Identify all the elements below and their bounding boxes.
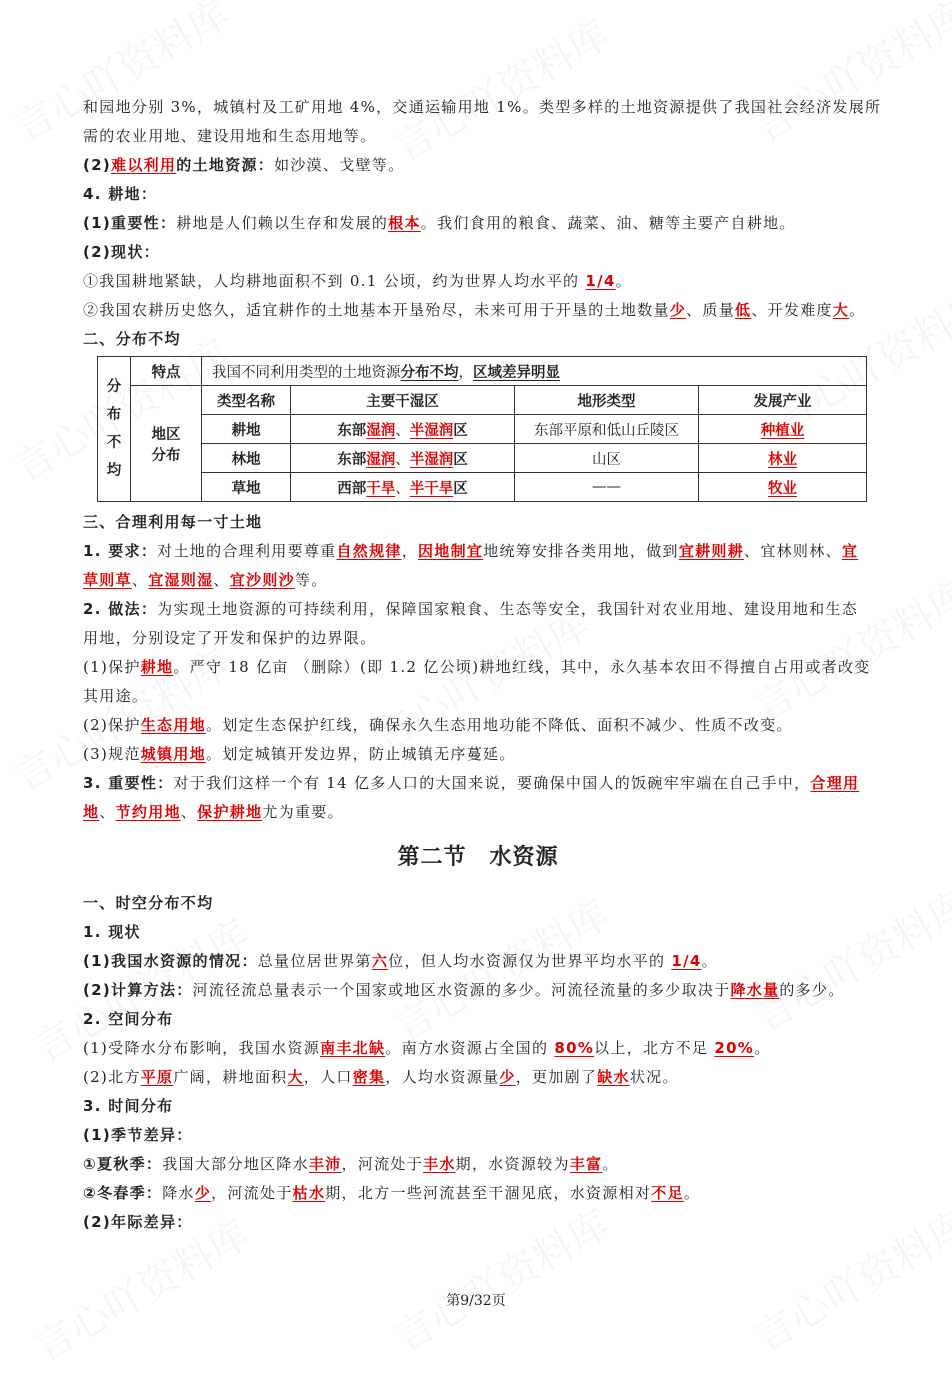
text-segment: 地统筹安排各类用地，做到 [483, 542, 679, 560]
table-side-label [98, 357, 131, 502]
text-segment: 和园地分别 3%，城镇村及工矿用地 4%，交通运输用地 1%。类型多样的土地资源提供了我国社会经济发展所 [83, 98, 882, 116]
bold-label: 3. 重要性： [83, 774, 174, 792]
feature-cell [202, 357, 867, 386]
zone-suffix: 区 [453, 422, 468, 439]
text-segment: 用地，分别设定了开发和保护的边界限。 [83, 629, 377, 647]
bold-label: (2)现状： [83, 243, 160, 261]
text-line [83, 1150, 873, 1179]
answer-highlight: 宜 [841, 542, 859, 560]
answer-highlight: 难以利用 [111, 156, 177, 174]
text-segment: 位，但人均水资源仅为世界平均水平的 [388, 952, 672, 970]
answer-highlight: 保护耕地 [197, 803, 263, 821]
column-header: 主要干湿区 [291, 386, 515, 415]
section-title: 第二节 水资源 [397, 845, 559, 870]
text-segment: 对土地的合理利用要尊重 [157, 542, 337, 560]
text-segment: 期，水资源较为 [455, 1155, 570, 1173]
bold-label: (1)我国水资源的情况： [83, 952, 258, 970]
answer-highlight: 1/4 [671, 952, 702, 970]
answer-highlight: 丰水 [423, 1155, 456, 1173]
text-segment: 如沙漠、戈壁等。 [274, 156, 405, 174]
answer-highlight: 耕地 [140, 658, 174, 676]
answer-highlight: 密集 [352, 1068, 386, 1086]
text-segment: 耕地是人们赖以生存和发展的 [176, 214, 389, 232]
answer-highlight: 大 [287, 1068, 304, 1086]
answer-highlight: 大 [832, 301, 850, 319]
bold-label: (1)季节差异： [83, 1126, 193, 1144]
terrain-type: 东部平原和低山丘陵区 [515, 415, 699, 444]
answer-highlight: 宜沙则沙 [229, 571, 295, 589]
industry [699, 473, 867, 502]
water-resources-section [83, 889, 873, 1237]
text-segment: ②我国农耕历史悠久，适宜耕作的土地基本开垦殆尽，未来可用于开垦的土地数量 [83, 301, 670, 319]
industry [699, 415, 867, 444]
answer-highlight: 枯水 [292, 1184, 326, 1202]
answer-highlight: 半干旱 [409, 480, 454, 497]
text-line [83, 976, 873, 1005]
text-segment: 。 [615, 272, 632, 290]
text-segment: 、宜林则林、 [744, 542, 842, 560]
distribution-table [97, 356, 867, 502]
text-segment: 对于我们这样一个有 14 亿多人口的大国来说，要确保中国人的饭碗牢牢端在自己手中， [173, 774, 811, 792]
text-segment: (1)保护 [83, 658, 141, 676]
bold-label: 1. 现状 [83, 923, 141, 941]
text-line [83, 1092, 873, 1121]
bold-label: 2. 空间分布 [83, 1010, 174, 1028]
text-segment: ，人均水资源量 [385, 1068, 500, 1086]
feature-label: 特点 [131, 357, 202, 386]
text-line [83, 267, 873, 296]
bold-label: 三、合理利用每一寸土地 [83, 513, 263, 531]
answer-highlight: 种植业 [760, 422, 805, 439]
text-segment: (3)规范 [83, 745, 141, 763]
answer-highlight: 1/4 [585, 272, 616, 290]
text-segment: 、 [213, 571, 230, 589]
answer-highlight: 自然规律 [336, 542, 402, 560]
text-segment: 、 [180, 803, 198, 821]
text-segment: 需的农业用地、建设用地和生态用地等。 [83, 127, 377, 145]
text-segment: 。严守 18 亿亩 （删除）(即 1.2 亿公顷)耕地红线，其中，永久基本农田不得擅自占用或者改变 [173, 658, 871, 676]
zone-prefix: 东部 [337, 451, 367, 468]
type-name: 林地 [202, 444, 291, 473]
table-row [98, 473, 867, 502]
text-segment: 广阔，耕地面积 [173, 1068, 288, 1086]
text-line [83, 122, 873, 151]
text-line [83, 1034, 873, 1063]
text-line [83, 209, 873, 238]
bold-label: (2)计算方法： [83, 981, 193, 999]
text-segment: 。 [849, 301, 866, 319]
answer-highlight: 半湿润 [409, 422, 454, 439]
text-line [83, 653, 873, 682]
bold-label: (1)重要性： [83, 214, 177, 232]
answer-highlight: 少 [194, 1184, 212, 1202]
zone-suffix: 区 [453, 480, 468, 497]
answer-highlight: 生态用地 [140, 716, 206, 734]
text-line [83, 325, 873, 354]
feature-text: 我国不同利用类型的土地资源 [212, 364, 401, 381]
side-char: 均 [106, 463, 122, 479]
humidity-zone [291, 473, 515, 502]
text-segment: 的多少。 [779, 981, 845, 999]
answer-highlight: 湿润 [366, 422, 396, 439]
text-segment: 为实现土地资源的可持续利用，保障国家粮食、生态等安全，我国针对农业用地、建设用地和生态 [157, 600, 859, 618]
text-line [83, 711, 873, 740]
text-segment: 以上，北方不足 [594, 1039, 715, 1057]
text-line [83, 918, 873, 947]
text-segment: 、 [131, 571, 149, 589]
text-line [83, 889, 873, 918]
zone-prefix: 西部 [337, 480, 367, 497]
zone-sep: 、 [395, 480, 410, 497]
text-segment: 状况。 [629, 1068, 679, 1086]
answer-highlight: 平原 [140, 1068, 174, 1086]
answer-highlight: 根本 [388, 214, 421, 232]
side-char: 不 [106, 435, 122, 451]
text-segment: 河流径流总量表示一个国家或地区水资源的多少。河流径流量的多少取决于 [192, 981, 731, 999]
answer-highlight: 因地制宜 [418, 542, 484, 560]
table-row [98, 415, 867, 444]
text-line [83, 798, 873, 827]
page-number: 第9/32页 [446, 1293, 506, 1309]
answer-highlight: 合理用 [810, 774, 860, 792]
answer-highlight: 缺水 [597, 1068, 630, 1086]
text-segment: 我国大部分地区降水 [162, 1155, 309, 1173]
answer-highlight: 草则草 [83, 571, 132, 589]
side-char: 布 [106, 407, 122, 423]
bold-label: (2)年际差异： [83, 1213, 193, 1231]
answer-highlight: 丰沛 [308, 1155, 342, 1173]
text-segment: 。 [701, 952, 718, 970]
text-segment: (2)保护 [83, 716, 141, 734]
answer-highlight: 降水量 [730, 981, 780, 999]
bold-label: 1. 要求： [83, 542, 158, 560]
text-line [83, 1005, 873, 1034]
humidity-zone [291, 415, 515, 444]
text-segment: ，更加剧了 [515, 1068, 598, 1086]
text-line [83, 537, 873, 566]
answer-highlight: 宜耕则耕 [678, 542, 745, 560]
column-header: 类型名称 [202, 386, 291, 415]
text-line [83, 151, 873, 180]
region-label-line: 分布 [151, 447, 181, 464]
text-line [83, 93, 882, 122]
text-segment: 、开发难度 [751, 301, 833, 319]
text-segment: 。划定生态保护红线，确保永久生态用地功能不降低、面积不减少、性质不改变。 [205, 716, 793, 734]
answer-highlight: 南丰北缺 [320, 1039, 386, 1057]
answer-highlight: 低 [735, 301, 752, 319]
rational-land-use-section [83, 508, 873, 827]
bold-label: ②冬春季： [83, 1184, 163, 1202]
answer-highlight: 地 [83, 803, 100, 821]
answer-highlight: 少 [499, 1068, 516, 1086]
answer-highlight: 不足 [651, 1184, 684, 1202]
text-line [83, 1063, 873, 1092]
answer-highlight: 林业 [768, 451, 797, 468]
answer-highlight: 城镇用地 [140, 745, 206, 763]
text-segment: ，河流处于 [211, 1184, 293, 1202]
text-segment: 。 [683, 1184, 701, 1202]
text-segment: 降水 [162, 1184, 195, 1202]
text-segment: 总量位居世界第 [257, 952, 372, 970]
answer-highlight: 节约用地 [115, 803, 181, 821]
answer-highlight: 20% [714, 1039, 755, 1057]
bold-label: 3. 时间分布 [83, 1097, 174, 1115]
text-line [83, 682, 873, 711]
text-segment: 。 [754, 1039, 771, 1057]
bold-label: 的土地资源： [176, 156, 275, 174]
answer-highlight: 湿润 [366, 451, 396, 468]
answer-highlight: 少 [669, 301, 687, 319]
bold-label: 一、时空分布不均 [83, 894, 214, 912]
bold-label: ①夏秋季： [83, 1155, 163, 1173]
text-segment: 。南方水资源占全国的 [385, 1039, 555, 1057]
region-label [131, 386, 202, 502]
bold-label: 2. 做法： [83, 600, 158, 618]
text-segment: 。我们食用的粮食、蔬菜、油、糖等主要产自耕地。 [420, 214, 796, 232]
zone-suffix: 区 [453, 451, 468, 468]
type-name: 耕地 [202, 415, 291, 444]
answer-highlight: 六 [371, 952, 389, 970]
text-segment: ， [401, 542, 418, 560]
answer-highlight: 宜湿则湿 [148, 571, 214, 589]
text-segment: ，河流处于 [341, 1155, 424, 1173]
zone-sep: 、 [395, 451, 410, 468]
terrain-type: —— [515, 473, 699, 502]
column-header: 发展产业 [699, 386, 867, 415]
region-label-line: 地区 [151, 426, 181, 443]
document-body [83, 93, 882, 1237]
side-char: 分 [106, 379, 122, 395]
bold-label: 二、分布不均 [83, 330, 181, 348]
feature-highlight: 分布不均 [400, 364, 459, 381]
bold-label: (2) [83, 156, 112, 174]
text-line [83, 1121, 873, 1150]
text-line [83, 624, 873, 653]
text-line [83, 595, 873, 624]
text-line [83, 238, 873, 267]
answer-highlight: 牧业 [768, 480, 797, 497]
industry [699, 444, 867, 473]
text-segment: 期，北方一些河流甚至干涸见底，水资源相对 [325, 1184, 652, 1202]
zone-prefix: 东部 [337, 422, 367, 439]
text-segment: 。 [602, 1155, 619, 1173]
text-line [83, 296, 873, 325]
text-line [83, 947, 873, 976]
text-segment: 尤为重要。 [262, 803, 344, 821]
terrain-type: 山区 [515, 444, 699, 473]
text-line [83, 180, 873, 209]
bold-label: 4. 耕地： [83, 185, 158, 203]
feature-highlight: 区域差异明显 [473, 364, 560, 381]
text-line [83, 566, 873, 595]
text-segment: 等。 [294, 571, 328, 589]
answer-highlight: 干旱 [366, 480, 396, 497]
text-segment: ，人口 [303, 1068, 353, 1086]
answer-highlight: 丰富 [569, 1155, 603, 1173]
type-name: 草地 [202, 473, 291, 502]
feature-sep: ， [458, 364, 473, 381]
answer-highlight: 80% [554, 1039, 595, 1057]
answer-highlight: 半湿润 [409, 451, 454, 468]
text-segment: 、 [99, 803, 116, 821]
column-header: 地形类型 [515, 386, 699, 415]
text-line [83, 740, 873, 769]
land-resources-section [83, 93, 882, 354]
text-segment: 、质量 [686, 301, 736, 319]
text-segment: 其用途。 [83, 687, 149, 705]
text-line [83, 1208, 873, 1237]
zone-sep: 、 [395, 422, 410, 439]
table-row [98, 444, 867, 473]
text-line [83, 1179, 873, 1208]
text-line [83, 769, 873, 798]
text-segment: (2)北方 [83, 1068, 141, 1086]
humidity-zone [291, 444, 515, 473]
text-segment: (1)受降水分布影响，我国水资源 [83, 1039, 321, 1057]
text-segment: ①我国耕地紧缺，人均耕地面积不到 0.1 公顷，约为世界人均水平的 [83, 272, 586, 290]
text-segment: 。划定城镇开发边界，防止城镇无序蔓延。 [205, 745, 516, 763]
text-line [83, 508, 873, 537]
